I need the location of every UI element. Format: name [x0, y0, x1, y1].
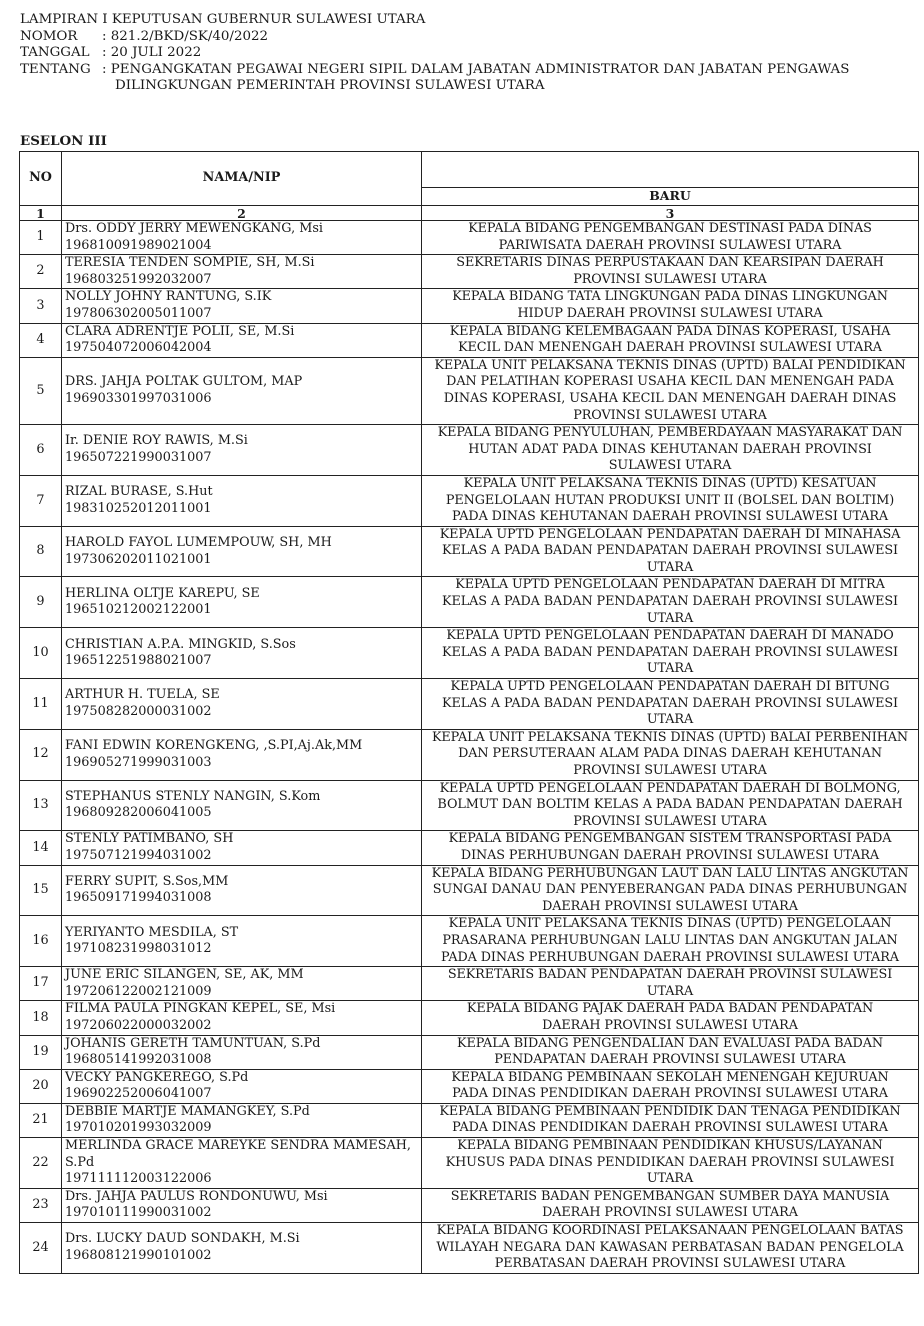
- nip-text: 196510212002122001: [65, 602, 212, 618]
- position-text: KEPALA BIDANG PEMBINAAN PENDIDIK DAN TENAGA PENDIDIKAN: [439, 1103, 901, 1119]
- name-text: CLARA ADRENTJE POLII, SE, M.Si: [65, 323, 295, 339]
- name-nip-cell: [62, 865, 422, 916]
- position-text: KEPALA BIDANG PENYULUHAN, PEMBERDAYAAN MASYARAKAT DAN: [437, 425, 903, 441]
- nip-text: 196903301997031006: [65, 390, 212, 406]
- position-text: KEPALA UNIT PELAKSANA TEKNIS DINAS (UPTD) BALAI PERBENIHAN: [431, 729, 909, 745]
- name-nip-cell: [62, 1138, 422, 1189]
- name-text: DEBBIE MARTJE MAMANGKEY, S.Pd: [65, 1103, 310, 1119]
- position-text: KEPALA UNIT PELAKSANA TEKNIS DINAS (UPTD) KESATUAN: [463, 475, 877, 491]
- position-text: KEPALA BIDANG PERHUBUNGAN LAUT DAN LALU LINTAS ANGKUTAN: [431, 865, 909, 881]
- position-text: KEPALA UPTD PENGELOLAAN PENDAPATAN DAERAH DI BOLMONG,: [439, 780, 901, 796]
- name-text: DRS. JAHJA POLTAK GULTOM, MAP: [65, 374, 303, 390]
- row-number: 14: [20, 831, 62, 865]
- row-number: 12: [20, 729, 62, 780]
- table-row: [20, 1138, 919, 1189]
- position-text: KEPALA BIDANG KOORDINASI PELAKSANAAN PENGELOLAAN BATAS: [436, 1223, 904, 1239]
- position-cell: [422, 780, 919, 831]
- position-text: DINAS PERHUBUNGAN DAERAH PROVINSI SULAWESI UTARA: [460, 847, 880, 863]
- position-text: PARIWISATA DAERAH PROVINSI SULAWESI UTARA: [498, 237, 842, 253]
- position-text: PROVINSI SULAWESI UTARA: [573, 271, 767, 287]
- name-text: VECKY PANGKEREGO, S.Pd: [65, 1069, 249, 1085]
- name-text: JUNE ERIC SILANGEN, SE, AK, MM: [65, 967, 304, 983]
- position-text: KEPALA BIDANG PAJAK DAERAH PADA BADAN PENDAPATAN: [466, 1001, 874, 1017]
- position-text: DAERAH PROVINSI SULAWESI UTARA: [542, 898, 798, 914]
- name-text: Drs. ODDY JERRY MEWENGKANG, Msi: [65, 221, 323, 236]
- nip-text: 196905271999031003: [65, 754, 212, 770]
- position-text: KEPALA UNIT PELAKSANA TEKNIS DINAS (UPTD) BALAI PENDIDIKAN: [434, 357, 906, 373]
- name-nip-cell: [62, 323, 422, 357]
- position-text: UTARA: [646, 661, 694, 677]
- name-nip-cell: [62, 780, 422, 831]
- nip-text: 198310252012011001: [65, 500, 212, 516]
- nip-text: 197010111990031002: [65, 1205, 212, 1221]
- tentang-line-1: : PENGANGKATAN PEGAWAI NEGERI SIPIL DALAM JABATAN ADMINISTRATOR DAN JABATAN PENGAWAS: [102, 61, 850, 77]
- name-nip-cell: [62, 916, 422, 967]
- name-nip-cell: [62, 1188, 422, 1222]
- position-text: KEPALA BIDANG PENGEMBANGAN DESTINASI PADA DINAS: [468, 221, 872, 236]
- position-text: BOLMUT DAN BOLTIM KELAS A PADA BADAN PENDAPATAN DAERAH: [437, 797, 903, 813]
- nip-text: 197206122002121009: [65, 983, 212, 999]
- nomor-value: : 821.2/BKD/SK/40/2022: [102, 28, 269, 44]
- row-number: 18: [20, 1001, 62, 1035]
- name-nip-cell: [62, 526, 422, 577]
- position-text: KELAS A PADA BADAN PENDAPATAN DAERAH PROVINSI SULAWESI: [442, 594, 898, 610]
- nip-text: 196512251988021007: [65, 653, 212, 669]
- table-row: [20, 577, 919, 628]
- document-header: [20, 12, 862, 95]
- position-text: KEPALA UPTD PENGELOLAAN PENDAPATAN DAERAH DI MITRA: [455, 577, 885, 593]
- position-cell: [422, 916, 919, 967]
- name-nip-cell: [62, 577, 422, 628]
- nip-text: 196809282006041005: [65, 805, 212, 821]
- position-text: KEPALA BIDANG KELEMBAGAAN PADA DINAS KOPERASI, USAHA: [449, 323, 891, 339]
- row-number: 21: [20, 1103, 62, 1137]
- column-header-blank: [422, 152, 919, 188]
- table-row: [20, 357, 919, 424]
- position-text: SULAWESI UTARA: [608, 458, 732, 474]
- nip-text: 197108231998031012: [65, 941, 212, 957]
- table-row: [20, 865, 919, 916]
- position-text: DAN PERSUTERAAN ALAM PADA DINAS DAERAH KEHUTANAN: [458, 746, 882, 762]
- position-cell: [422, 1103, 919, 1137]
- nip-text: 196509171994031008: [65, 890, 212, 906]
- position-text: PENGELOLAAN HUTAN PRODUKSI UNIT II (BOLSEL DAN BOLTIM): [445, 492, 895, 508]
- position-cell: [422, 1188, 919, 1222]
- row-number: 7: [20, 475, 62, 526]
- position-text: PROVINSI SULAWESI UTARA: [573, 407, 767, 423]
- name-text: Ir. DENIE ROY RAWIS, M.Si: [65, 433, 248, 449]
- name-text: JOHANIS GERETH TAMUNTUAN, S.Pd: [65, 1035, 321, 1051]
- position-cell: [422, 221, 919, 255]
- position-cell: [422, 729, 919, 780]
- position-cell: [422, 1035, 919, 1069]
- appointment-table: [19, 151, 919, 1274]
- table-row: [20, 916, 919, 967]
- position-text: KECIL DAN MENENGAH DAERAH PROVINSI SULAWESI UTARA: [458, 340, 882, 356]
- nip-text: 196803251992032007: [65, 271, 212, 287]
- position-text: WILAYAH NEGARA DAN KAWASAN PERBATASAN BADAN PENGELOLA: [436, 1239, 904, 1255]
- position-text: KEPALA BIDANG PEMBINAAN SEKOLAH MENENGAH KEJURUAN: [451, 1069, 889, 1085]
- row-number: 23: [20, 1188, 62, 1222]
- position-text: DAERAH PROVINSI SULAWESI UTARA: [542, 1205, 798, 1221]
- position-text: KEPALA BIDANG PENGEMBANGAN SISTEM TRANSPORTASI PADA: [448, 831, 892, 847]
- position-cell: [422, 865, 919, 916]
- name-nip-cell: [62, 255, 422, 289]
- name-text: TERESIA TENDEN SOMPIE, SH, M.Si: [65, 255, 315, 271]
- position-text: PERBATASAN DAERAH PROVINSI SULAWESI UTARA: [494, 1256, 846, 1272]
- position-text: HIDUP DAERAH PROVINSI SULAWESI UTARA: [517, 305, 823, 321]
- tentang-line: [20, 62, 862, 95]
- position-text: KELAS A PADA BADAN PENDAPATAN DAERAH PROVINSI SULAWESI: [442, 695, 898, 711]
- position-text: KELAS A PADA BADAN PENDAPATAN DAERAH PROVINSI SULAWESI: [442, 644, 898, 660]
- tanggal-line: [20, 45, 862, 62]
- row-number: 11: [20, 679, 62, 730]
- nip-text: 196810091989021004: [65, 237, 212, 253]
- position-text: UTARA: [646, 610, 694, 626]
- nip-text: 197010201993032009: [65, 1120, 212, 1136]
- name-text: FILMA PAULA PINGKAN KEPEL, SE, Msi: [65, 1001, 336, 1017]
- position-text: KEPALA BIDANG PENGENDALIAN DAN EVALUASI PADA BADAN: [457, 1035, 883, 1051]
- table-row: [20, 780, 919, 831]
- table-row: [20, 831, 919, 865]
- position-text: PADA DINAS PENDIDIKAN DAERAH PROVINSI SULAWESI UTARA: [452, 1086, 888, 1102]
- name-nip-cell: [62, 831, 422, 865]
- name-text: STEPHANUS STENLY NANGIN, S.Kom: [65, 788, 321, 804]
- position-cell: [422, 526, 919, 577]
- name-text: Drs. JAHJA PAULUS RONDONUWU, Msi: [65, 1188, 328, 1204]
- nip-text: 197508282000031002: [65, 703, 212, 719]
- row-number: 10: [20, 628, 62, 679]
- position-text: SEKRETARIS BADAN PENGEMBANGAN SUMBER DAYA MANUSIA: [450, 1188, 890, 1204]
- row-number: 4: [20, 323, 62, 357]
- name-nip-cell: [62, 628, 422, 679]
- position-text: KEPALA UPTD PENGELOLAAN PENDAPATAN DAERAH DI BITUNG: [450, 679, 890, 695]
- position-cell: [422, 967, 919, 1001]
- section-title: ESELON III: [20, 133, 107, 149]
- name-text: YERIYANTO MESDILA, ST: [65, 924, 239, 940]
- table-row: [20, 1069, 919, 1103]
- table-row: [20, 289, 919, 323]
- nip-text: 197507121994031002: [65, 847, 212, 863]
- position-text: SEKRETARIS DINAS PERPUSTAKAAN DAN KEARSIPAN DAERAH: [456, 255, 884, 271]
- table-row: [20, 475, 919, 526]
- name-nip-cell: [62, 425, 422, 476]
- name-nip-cell: [62, 357, 422, 424]
- position-text: DAN PELATIHAN KOPERASI USAHA KECIL DAN MENENGAH PADA: [446, 374, 894, 390]
- nip-text: 196902252006041007: [65, 1086, 212, 1102]
- position-cell: [422, 289, 919, 323]
- row-number: 24: [20, 1223, 62, 1274]
- name-text: FERRY SUPIT, S.Sos,MM: [65, 873, 229, 889]
- table-row: [20, 967, 919, 1001]
- row-number: 2: [20, 255, 62, 289]
- row-number: 15: [20, 865, 62, 916]
- nip-text: 196805141992031008: [65, 1052, 212, 1068]
- row-number: 20: [20, 1069, 62, 1103]
- row-number: 3: [20, 289, 62, 323]
- name-nip-cell: [62, 1069, 422, 1103]
- tentang-line-2: DILINGKUNGAN PEMERINTAH PROVINSI SULAWESI UTARA: [115, 78, 545, 93]
- name-nip-cell: [62, 1103, 422, 1137]
- table-row: [20, 1188, 919, 1222]
- position-cell: [422, 679, 919, 730]
- table-row: [20, 679, 919, 730]
- position-cell: [422, 475, 919, 526]
- nip-text: 197806302005011007: [65, 305, 212, 321]
- tentang-label: TENTANG: [20, 61, 91, 77]
- name-nip-cell: [62, 221, 422, 255]
- row-number: 16: [20, 916, 62, 967]
- position-cell: [422, 323, 919, 357]
- nomor-label: NOMOR: [20, 28, 78, 44]
- position-text: KEPALA BIDANG PEMBINAAN PENDIDIKAN KHUSUS/LAYANAN: [457, 1138, 883, 1154]
- name-text: HERLINA OLTJE KAREPU, SE: [65, 585, 260, 601]
- position-cell: [422, 1138, 919, 1189]
- position-text: SUNGAI DANAU DAN PENYEBERANGAN PADA DINAS PERHUBUNGAN: [432, 882, 908, 898]
- table-row: [20, 221, 919, 255]
- position-text: PADA DINAS KEHUTANAN DAERAH PROVINSI SULAWESI UTARA: [451, 509, 889, 525]
- position-cell: [422, 577, 919, 628]
- table-row: [20, 1223, 919, 1274]
- column-header-nama: NAMA/NIP: [62, 152, 422, 206]
- column-number-1: 1: [20, 206, 62, 221]
- name-nip-cell: [62, 1035, 422, 1069]
- row-number: 19: [20, 1035, 62, 1069]
- name-text: CHRISTIAN A.P.A. MINGKID, S.Sos: [65, 636, 296, 652]
- row-number: 6: [20, 425, 62, 476]
- table-row: [20, 526, 919, 577]
- name-nip-cell: [62, 1223, 422, 1274]
- position-text: HUTAN ADAT PADA DINAS KEHUTANAN DAERAH PROVINSI: [468, 441, 872, 457]
- nip-text: 197306202011021001: [65, 551, 212, 567]
- position-text: DINAS KOPERASI, USAHA KECIL DAN MENENGAH DAERAH DINAS: [443, 390, 897, 406]
- position-cell: [422, 1069, 919, 1103]
- position-cell: [422, 831, 919, 865]
- row-number: 22: [20, 1138, 62, 1189]
- position-text: KEPALA UPTD PENGELOLAAN PENDAPATAN DAERAH DI MANADO: [446, 628, 894, 644]
- name-text: STENLY PATIMBANO, SH: [65, 831, 234, 847]
- name-nip-cell: [62, 679, 422, 730]
- name-text: ARTHUR H. TUELA, SE: [65, 687, 220, 703]
- name-nip-cell: [62, 967, 422, 1001]
- position-text: UTARA: [646, 1171, 694, 1187]
- position-text: KELAS A PADA BADAN PENDAPATAN DAERAH PROVINSI SULAWESI: [442, 543, 898, 559]
- table-body: [20, 221, 919, 1274]
- column-number-3: 3: [422, 206, 919, 221]
- nip-text: 197111112003122006: [65, 1171, 212, 1187]
- nomor-line: [20, 29, 862, 46]
- table-row: [20, 425, 919, 476]
- table-row: [20, 323, 919, 357]
- name-nip-cell: [62, 475, 422, 526]
- column-number-2: 2: [62, 206, 422, 221]
- position-text: UTARA: [646, 983, 694, 999]
- position-text: PENDAPATAN DAERAH PROVINSI SULAWESI UTARA: [494, 1052, 846, 1068]
- position-text: PRASARANA PERHUBUNGAN LALU LINTAS DAN ANGKUTAN JALAN: [442, 932, 898, 948]
- table-row: [20, 255, 919, 289]
- row-number: 8: [20, 526, 62, 577]
- table-row: [20, 1035, 919, 1069]
- name-text: S.Pd: [65, 1154, 95, 1170]
- position-text: KEPALA UNIT PELAKSANA TEKNIS DINAS (UPTD) PENGELOLAAN: [448, 916, 892, 932]
- row-number: 9: [20, 577, 62, 628]
- position-text: SEKRETARIS BADAN PENDAPATAN DAERAH PROVINSI SULAWESI: [447, 967, 893, 983]
- column-header-baru: BARU: [422, 188, 919, 206]
- row-number: 17: [20, 967, 62, 1001]
- name-text: HAROLD FAYOL LUMEMPOUW, SH, MH: [65, 534, 332, 550]
- position-text: PROVINSI SULAWESI UTARA: [573, 763, 767, 778]
- table-row: [20, 628, 919, 679]
- position-cell: [422, 425, 919, 476]
- row-number: 13: [20, 780, 62, 831]
- position-cell: [422, 255, 919, 289]
- position-text: PADA DINAS PERHUBUNGAN DAERAH PROVINSI SULAWESI UTARA: [441, 949, 899, 965]
- name-nip-cell: [62, 1001, 422, 1035]
- tanggal-value: : 20 JULI 2022: [102, 45, 202, 60]
- table-row: [20, 1001, 919, 1035]
- name-nip-cell: [62, 289, 422, 323]
- name-text: NOLLY JOHNY RANTUNG, S.IK: [65, 289, 272, 305]
- tanggal-label: TANGGAL: [20, 45, 90, 60]
- lampiran-title: LAMPIRAN I KEPUTUSAN GUBERNUR SULAWESI UTARA: [20, 12, 426, 27]
- position-cell: [422, 1223, 919, 1274]
- position-text: DAERAH PROVINSI SULAWESI UTARA: [542, 1017, 798, 1033]
- nip-text: 196507221990031007: [65, 450, 212, 466]
- column-header-no: NO: [20, 152, 62, 206]
- name-text: Drs. LUCKY DAUD SONDAKH, M.Si: [65, 1231, 300, 1247]
- tentang-text: [102, 62, 862, 95]
- position-cell: [422, 628, 919, 679]
- position-text: PROVINSI SULAWESI UTARA: [573, 813, 767, 829]
- position-cell: [422, 1001, 919, 1035]
- table-row: [20, 729, 919, 780]
- position-text: KEPALA BIDANG TATA LINGKUNGAN PADA DINAS LINGKUNGAN: [452, 289, 888, 305]
- name-text: MERLINDA GRACE MAREYKE SENDRA MAMESAH,: [65, 1138, 411, 1154]
- nip-text: 197206022000032002: [65, 1017, 212, 1033]
- row-number: 5: [20, 357, 62, 424]
- nip-text: 197504072006042004: [65, 340, 212, 356]
- position-text: UTARA: [646, 559, 694, 575]
- position-text: KHUSUS PADA DINAS PENDIDIKAN DAERAH PROVINSI SULAWESI: [445, 1154, 895, 1170]
- position-text: KEPALA UPTD PENGELOLAAN PENDAPATAN DAERAH DI MINAHASA: [439, 526, 901, 542]
- position-text: UTARA: [646, 712, 694, 728]
- nip-text: 196808121990101002: [65, 1247, 212, 1263]
- table-row: [20, 1103, 919, 1137]
- position-cell: [422, 357, 919, 424]
- position-text: PADA DINAS PENDIDIKAN DAERAH PROVINSI SULAWESI UTARA: [452, 1120, 888, 1136]
- name-nip-cell: [62, 729, 422, 780]
- name-text: RIZAL BURASE, S.Hut: [65, 484, 213, 500]
- row-number: 1: [20, 221, 62, 255]
- name-text: FANI EDWIN KORENGKENG, ,S.PI,Aj.Ak,MM: [65, 738, 363, 754]
